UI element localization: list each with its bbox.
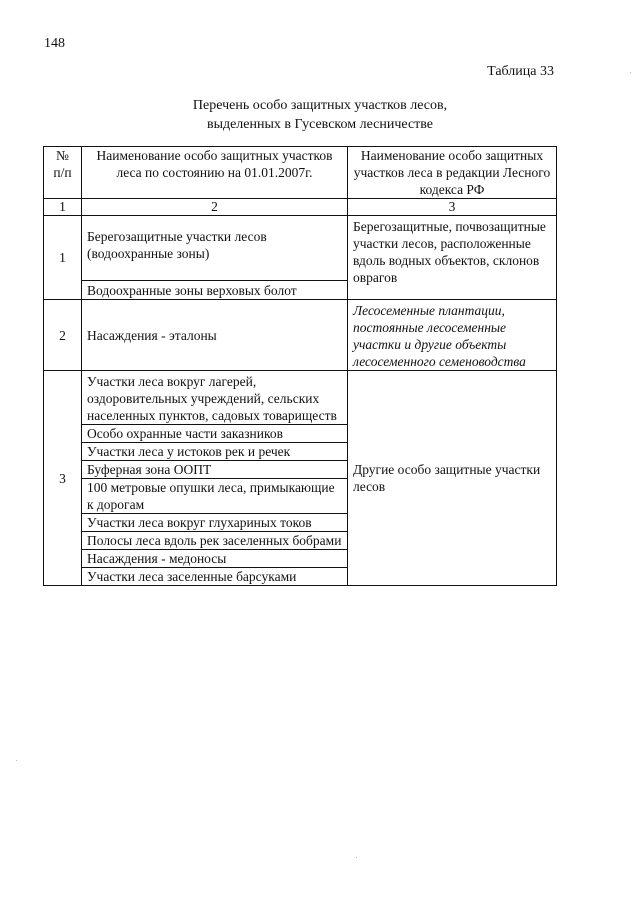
scan-speck — [630, 72, 631, 73]
title-line-2: выделенных в Гусевском лесничестве — [206, 117, 434, 132]
row-number: 3 — [44, 371, 82, 586]
area-category: Другие особо защитные участки лесов — [348, 371, 557, 586]
area-name: Буферная зона ООПТ — [82, 461, 348, 479]
header-number: № п/п — [44, 147, 82, 199]
area-category: Берегозащитные, почвозащитные участки лесов, расположенные вдоль водных объектов, склонов оврагов — [348, 216, 557, 300]
page-number: 148 — [44, 36, 65, 51]
title-line-1: Перечень особо защитных участков лесов, — [192, 98, 448, 113]
area-name: Участки леса заселенные барсуками — [82, 568, 348, 586]
header-row — [44, 147, 557, 199]
area-name: Водоохранные зоны верховых болот — [82, 281, 348, 300]
area-name: Берегозащитные участки лесов (водоохранные зоны) — [82, 216, 348, 281]
area-name: Участки леса вокруг лагерей, оздоровительных учреждений, сельских населенных пунктов, садовых товариществ — [82, 371, 348, 425]
table-row — [44, 371, 557, 425]
table-row — [44, 300, 557, 371]
area-name: Участки леса вокруг глухариных токов — [82, 514, 348, 532]
document-title — [0, 96, 640, 134]
area-name: Полосы леса вдоль рек заселенных бобрами — [82, 532, 348, 550]
area-name: Насаждения - медоносы — [82, 550, 348, 568]
column-number: 3 — [348, 199, 557, 216]
area-name: Особо охранные части заказников — [82, 425, 348, 443]
table-row — [44, 216, 557, 281]
row-number: 2 — [44, 300, 82, 371]
column-number: 1 — [44, 199, 82, 216]
table-label: Таблица 33 — [487, 64, 554, 79]
row-number: 1 — [44, 216, 82, 300]
column-number: 2 — [82, 199, 348, 216]
area-name: Участки леса у истоков рек и речек — [82, 443, 348, 461]
area-name: 100 метровые опушки леса, примыкающие к дорогам — [82, 479, 348, 514]
scan-speck — [356, 857, 357, 858]
area-category: Лесосеменные плантации, постоянные лесосеменные участки и другие объекты лесосеменного семеноводства — [348, 300, 557, 371]
header-old-name: Наименование особо защитных участков леса по состоянию на 01.01.2007г. — [82, 147, 348, 199]
column-numbers-row — [44, 199, 557, 216]
area-name: Насаждения - эталоны — [82, 300, 348, 371]
protected-areas-table — [43, 146, 557, 586]
header-new-name: Наименование особо защитных участков леса в редакции Лесного кодекса РФ — [348, 147, 557, 199]
scan-speck — [16, 760, 17, 761]
